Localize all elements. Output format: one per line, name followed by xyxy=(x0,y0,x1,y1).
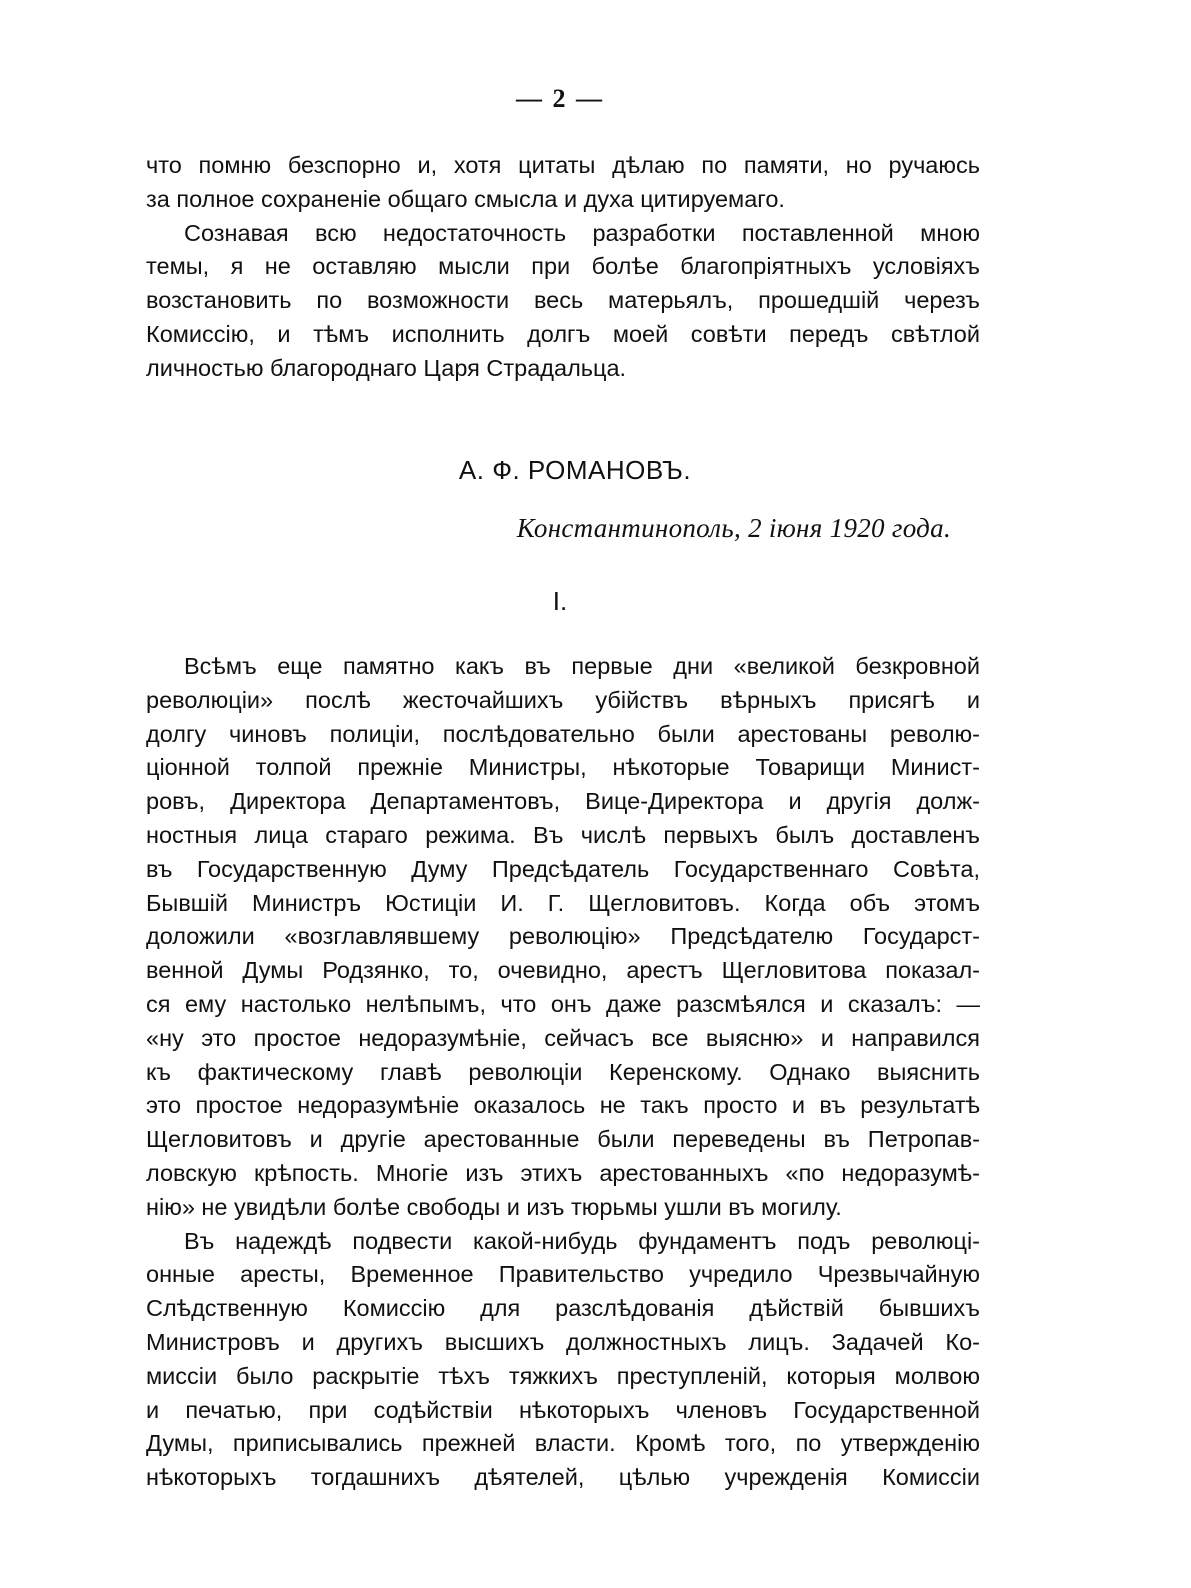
text-line: это простое недоразумѣніе оказалось не такъ просто и въ результатѣ xyxy=(146,1092,980,1119)
page-number: — 2 — xyxy=(516,84,604,113)
text-line: «ну это простое недоразумѣніе, сейчасъ все выясню» и направился xyxy=(146,1024,980,1051)
text-line: Щегловитовъ и другіе арестованные были переведены въ Петропав- xyxy=(146,1126,980,1153)
text-line: миссіи было раскрытіе тѣхъ тяжкихъ преступленій, которыя молвою xyxy=(146,1362,980,1389)
text-line: къ фактическому главѣ революціи Керенскому. Однако выяснить xyxy=(146,1058,980,1085)
text-line: революціи» послѣ жесточайшихъ убійствъ вѣрныхъ присягѣ и xyxy=(146,686,980,713)
text-line: ловскую крѣпость. Многіе изъ этихъ арестованныхъ «по недоразумѣ- xyxy=(146,1159,980,1186)
text-line: Слѣдственную Комиссію для разслѣдованія дѣйствій бывшихъ xyxy=(146,1295,980,1322)
dateline: Константинополь, 2 іюня 1920 года. xyxy=(516,513,951,543)
text-line: ностныя лица стараго режима. Въ числѣ первыхъ былъ доставленъ xyxy=(146,821,980,848)
text-line: Бывшій Министръ Юстиціи И. Г. Щегловитовъ. Когда объ этомъ xyxy=(146,889,980,916)
text-line: ся ему настолько нелѣпымъ, что онъ даже разсмѣялся и сказалъ: — xyxy=(146,990,980,1017)
author-signature: А. Ф. РОМАНОВЪ. xyxy=(458,455,692,485)
text-line: Министровъ и другихъ высшихъ должностныхъ лицъ. Задачей Ко- xyxy=(146,1328,980,1355)
text-line: онные аресты, Временное Правительство учредило Чрезвычайную xyxy=(146,1261,980,1288)
text-line: нію» не увидѣли болѣе свободы и изъ тюрьмы ушли въ могилу. xyxy=(146,1193,842,1220)
text-line: Сознавая всю недостаточность разработки поставленной мною xyxy=(184,219,980,246)
text-line: Думы, приписывались прежней власти. Кромѣ того, по утвержденію xyxy=(146,1430,980,1457)
text-line: темы, я не оставляю мысли при болѣе благопріятныхъ условіяхъ xyxy=(146,253,980,280)
text-line: венной Думы Родзянко, то, очевидно, арестъ Щегловитова показал- xyxy=(146,957,980,984)
text-line: Въ надеждѣ подвести какой-нибудь фундаментъ подъ революці- xyxy=(184,1227,980,1254)
text-line: въ Государственную Думу Предсѣдатель Государственнаго Совѣта, xyxy=(146,855,980,882)
text-line: что помню безспорно и, хотя цитаты дѣлаю по памяти, но ручаюсь xyxy=(146,152,980,178)
text-line: Всѣмъ еще памятно какъ въ первые дни «великой безкровной xyxy=(184,653,980,679)
text-line: долгу чиновъ полиціи, послѣдовательно были арестованы револю- xyxy=(146,720,980,747)
intro-paragraphs xyxy=(146,149,980,386)
text-line: доложили «возглавлявшему революцію» Предсѣдателю Государст- xyxy=(146,923,980,950)
text-line: нѣкоторыхъ тогдашнихъ дѣятелей, цѣлью учрежденія Комиссіи xyxy=(146,1464,980,1491)
body-paragraphs xyxy=(146,650,980,1495)
text-line: ровъ, Директора Департаментовъ, Вице-Директора и другія долж- xyxy=(146,788,980,815)
text-line: Комиссію, и тѣмъ исполнить долгъ моей совѣти передъ свѣтлой xyxy=(146,320,980,347)
text-line: личностью благороднаго Царя Страдальца. xyxy=(146,354,627,381)
text-line: и печатью, при содѣйствіи нѣкоторыхъ членовъ Государственной xyxy=(146,1396,980,1423)
section-numeral: I. xyxy=(552,586,568,616)
text-line: ціонной толпой прежніе Министры, нѣкоторые Товарищи Минист- xyxy=(146,754,980,781)
text-line: за полное сохраненіе общаго смысла и духа цитируемаго. xyxy=(146,185,785,212)
text-line: возстановить по возможности весь матерьялъ, прошедшій черезъ xyxy=(146,287,980,314)
